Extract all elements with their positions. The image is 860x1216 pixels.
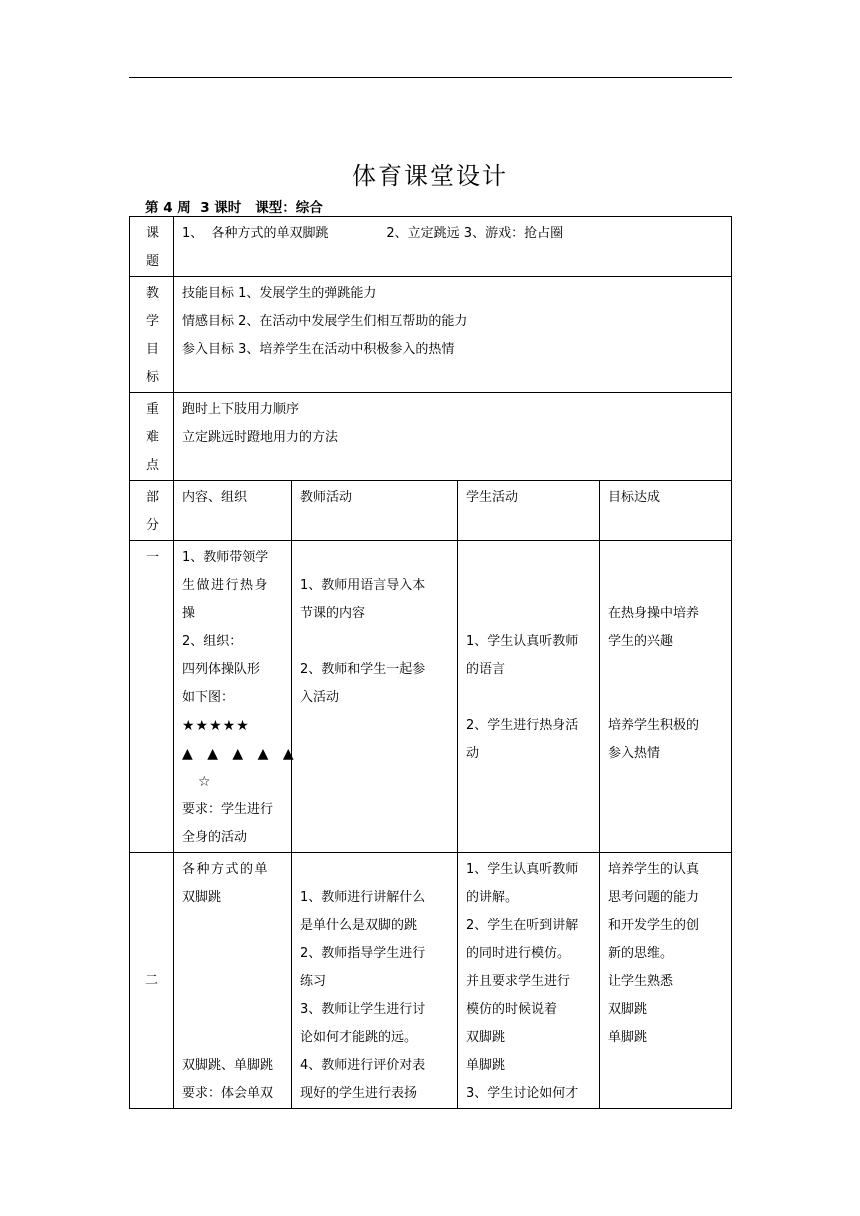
key-point-item: 立定跳远时蹬地用力的方法 — [182, 430, 339, 445]
formation-stars: ★★★★★ — [182, 718, 250, 734]
key-points-content — [174, 393, 732, 481]
section-2-student: 1、学生认真听教师 的讲解。 2、学生在听到讲解 的同时进行模仿。 并且要求学生进行 模仿的时候说着 双脚跳 单脚跳 3、学生讨论如何才 — [458, 853, 600, 1109]
formation-triangles: ▲ ▲ ▲ ▲ ▲ — [182, 746, 299, 762]
objective-item: 参入目标 3、培养学生在活动中积极参入的热情 — [182, 342, 455, 357]
section-1-part: 一 — [130, 541, 174, 853]
objective-item: 技能目标 1、发展学生的弹跳能力 — [182, 286, 377, 301]
objective-item: 情感目标 2、在活动中发展学生们相互帮助的能力 — [182, 314, 468, 329]
lesson-type: 课型：综合 — [255, 200, 323, 216]
column-header-row — [130, 481, 732, 541]
section-2-goal: 培养学生的认真 思考问题的能力 和开发学生的创 新的思维。 让学生熟悉 双脚跳 单脚跳 — [600, 853, 732, 1109]
column-header-content: 内容、组织 — [174, 481, 292, 541]
section-1-row — [130, 541, 732, 853]
section-1-content: 1、教师带领学 生做进行热身 操 2、组织： 四列体操队形 如下图： ★★★★★ ▲ ▲ ▲ ▲ ▲ ☆ 要求：学生进行 全身的活动 — [174, 541, 292, 853]
section-2-row — [130, 853, 732, 1109]
section-2-teacher: 1、教师进行讲解什么 是单什么是双脚的跳 2、教师指导学生进行 练习 3、教师让学生进行讨 论如何才能跳的远。 4、教师进行评价对表 现好的学生进行表扬 — [292, 853, 458, 1109]
formation-teacher-star: ☆ — [198, 774, 211, 790]
key-points-label: 重 难 点 — [130, 393, 174, 481]
column-header-part: 部 分 — [130, 481, 174, 541]
column-header-goal: 目标达成 — [600, 481, 732, 541]
key-points-row — [130, 393, 732, 481]
document-title: 体育课堂设计 — [352, 162, 508, 190]
objectives-content — [174, 277, 732, 393]
topic-label: 课 题 — [130, 217, 174, 277]
objectives-row — [130, 277, 732, 393]
column-header-teacher: 教师活动 — [292, 481, 458, 541]
section-1-student: 1、学生认真听教师 的语言 2、学生进行热身活 动 — [458, 541, 600, 853]
week-lesson: 第 4 周 3 课时 — [145, 200, 242, 216]
topic-content: 1、 各种方式的单双脚跳 2、立定跳远 3、游戏：抢占圈 — [174, 217, 732, 277]
column-header-student: 学生活动 — [458, 481, 600, 541]
header-rule — [129, 77, 732, 78]
section-1-teacher: 1、教师用语言导入本 节课的内容 2、教师和学生一起参 入活动 — [292, 541, 458, 853]
objectives-label: 教 学 目 标 — [130, 277, 174, 393]
section-1-goal: 在热身操中培养 学生的兴趣 培养学生积极的 参入热情 — [600, 541, 732, 853]
section-2-content: 各种方式的单 双脚跳 双脚跳、单脚跳 要求：体会单双 — [174, 853, 292, 1109]
lesson-plan-table — [129, 216, 732, 1109]
topic-row — [130, 217, 732, 277]
key-point-item: 跑时上下肢用力顺序 — [182, 402, 300, 417]
lesson-meta — [145, 196, 337, 216]
section-2-part: 二 — [130, 853, 174, 1109]
